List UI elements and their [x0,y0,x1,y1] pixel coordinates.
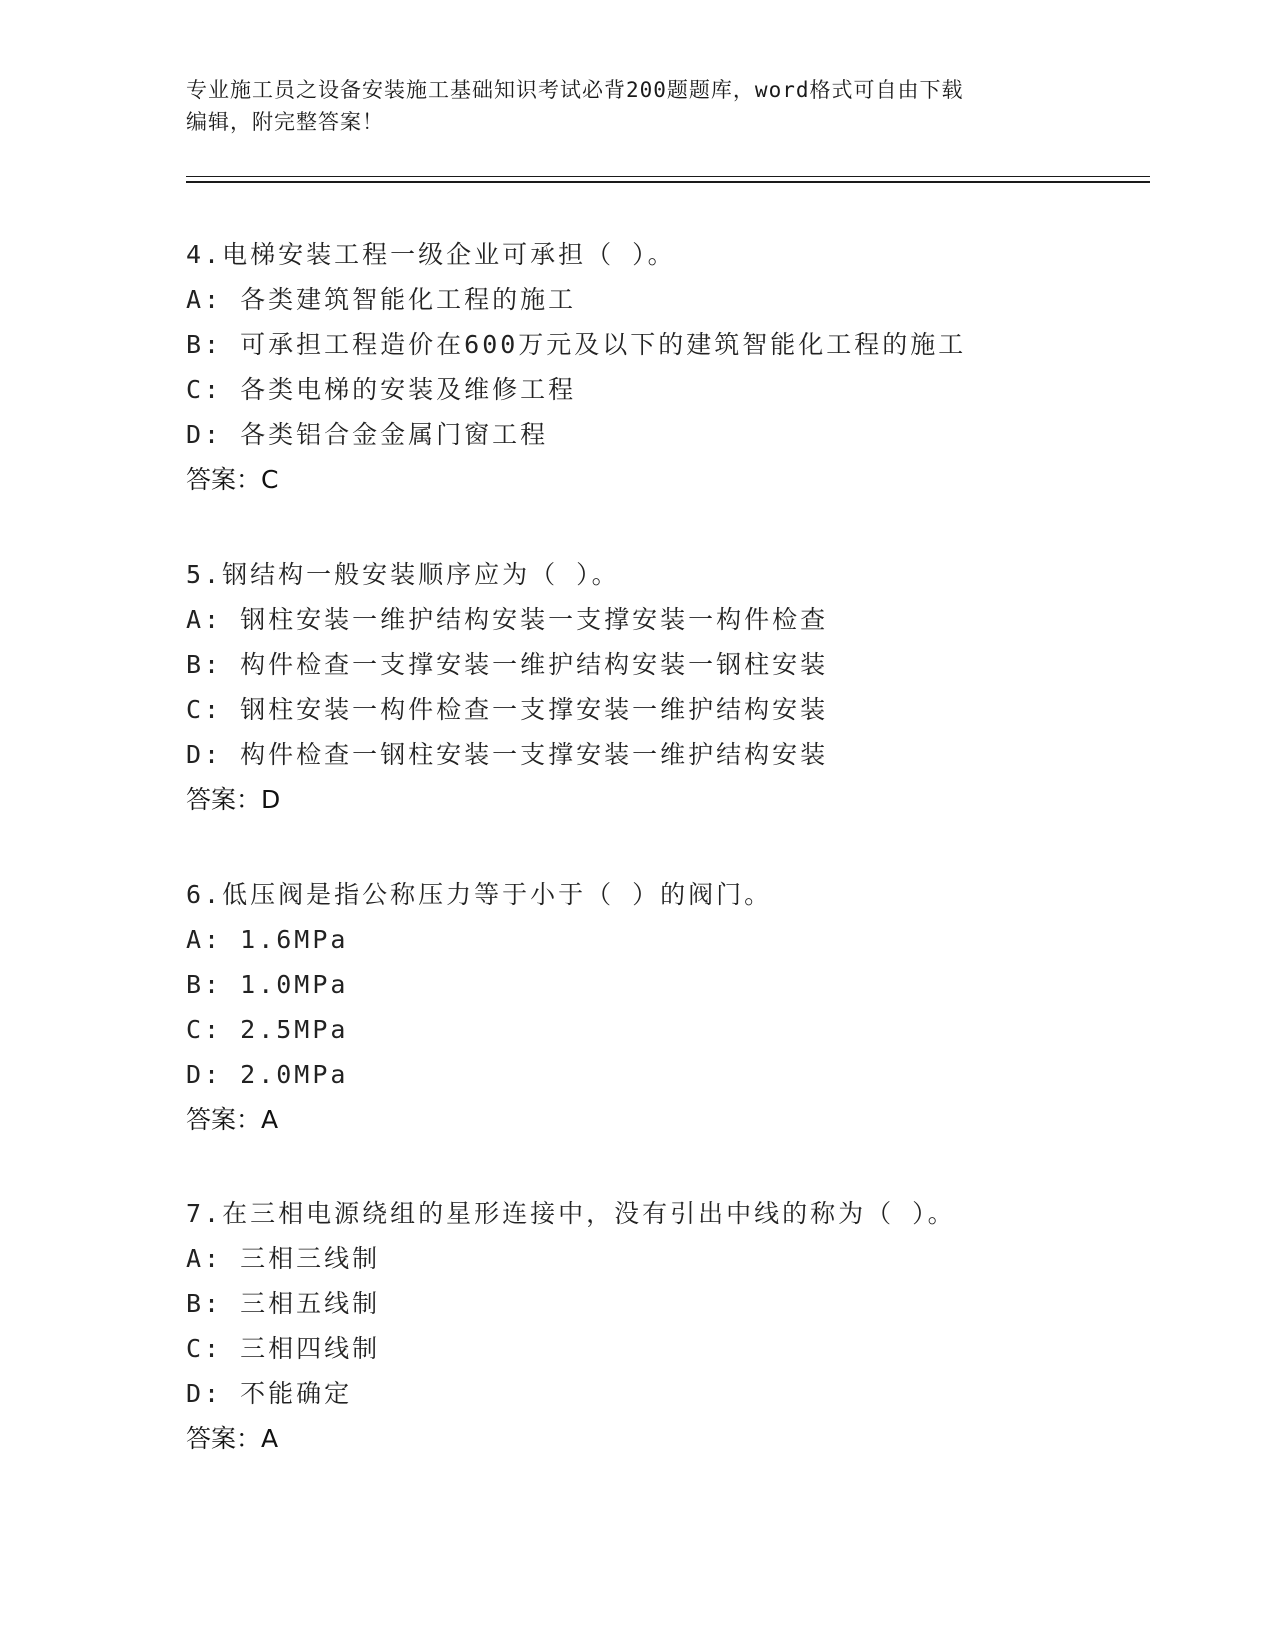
question-4 [186,232,1166,502]
option-b: B: 三相五线制 [186,1289,381,1318]
option-d: D: 2.0MPa [186,1060,349,1089]
option-c: C: 2.5MPa [186,1015,349,1044]
option-c: C: 三相四线制 [186,1334,381,1363]
question-stem: 5.钢结构一般安装顺序应为（ ）。 [186,560,620,589]
document-header [186,74,1086,138]
question-7 [186,1191,1166,1461]
option-d: D: 不能确定 [186,1379,353,1408]
header-divider-thick [186,181,1150,183]
option-a: A: 三相三线制 [186,1244,381,1273]
option-d: D: 各类铝合金金属门窗工程 [186,420,549,449]
option-b: B: 构件检查一支撑安装一维护结构安装一钢柱安装 [186,650,829,679]
option-a: A: 各类建筑智能化工程的施工 [186,285,577,314]
answer: 答案：A [186,1105,279,1134]
option-b: B: 1.0MPa [186,970,349,999]
option-a: A: 1.6MPa [186,925,349,954]
option-a: A: 钢柱安装一维护结构安装一支撑安装一构件检查 [186,605,829,634]
question-stem: 4.电梯安装工程一级企业可承担（ ）。 [186,240,676,269]
question-stem: 7.在三相电源绕组的星形连接中，没有引出中线的称为（ ）。 [186,1199,956,1228]
question-stem: 6.低压阀是指公称压力等于小于（ ）的阀门。 [186,880,773,909]
question-5 [186,552,1166,822]
answer: 答案：C [186,465,279,494]
header-divider-thin [186,176,1150,177]
answer: 答案：D [186,785,281,814]
answer: 答案：A [186,1424,279,1453]
header-title-line-2: 编辑，附完整答案！ [186,110,384,134]
option-b: B: 可承担工程造价在600万元及以下的建筑智能化工程的施工 [186,330,967,359]
option-c: C: 各类电梯的安装及维修工程 [186,375,577,404]
option-d: D: 构件检查一钢柱安装一支撑安装一维护结构安装 [186,740,829,769]
option-c: C: 钢柱安装一构件检查一支撑安装一维护结构安装 [186,695,829,724]
question-6 [186,872,1166,1142]
header-title-line-1: 专业施工员之设备安装施工基础知识考试必背200题题库，word格式可自由下载 [186,78,964,102]
